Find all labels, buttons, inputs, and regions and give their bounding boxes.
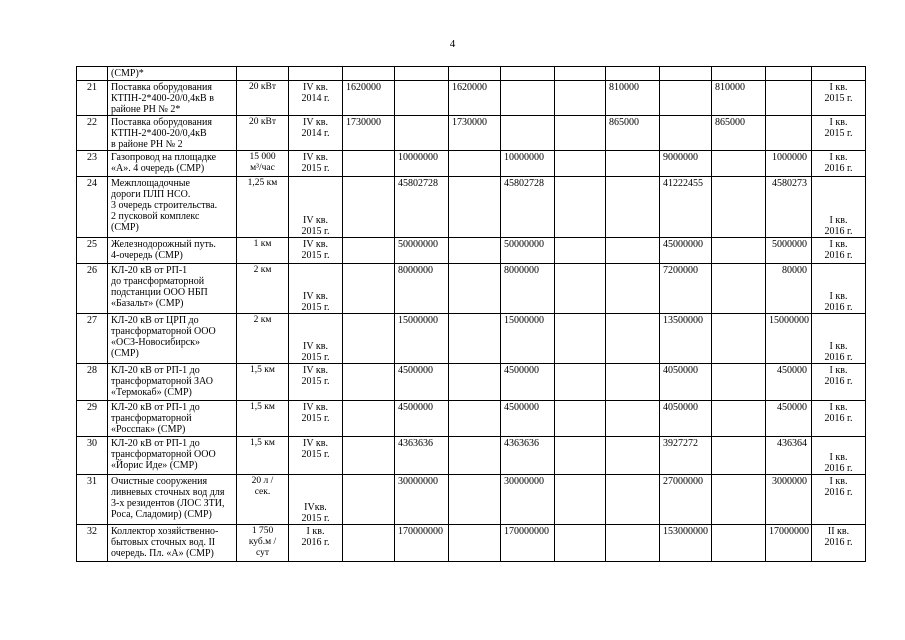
capacity-line: куб.м / bbox=[248, 537, 277, 547]
cell-object-name bbox=[108, 81, 237, 116]
end-period-line: 2015 г. bbox=[824, 128, 853, 139]
table-row-continuation bbox=[77, 67, 866, 81]
table-row bbox=[77, 81, 866, 116]
cell-amount-3 bbox=[449, 151, 501, 177]
cell-amount-6: 865000 bbox=[606, 116, 660, 151]
cell-start-period bbox=[289, 364, 343, 401]
cell-amount-5 bbox=[555, 81, 606, 116]
cell-end-period bbox=[812, 151, 866, 177]
end-period-line: I кв. bbox=[829, 452, 848, 463]
cell-amount-7: 7200000 bbox=[660, 264, 712, 314]
cell-capacity bbox=[237, 314, 289, 364]
capacity-line: 1 км bbox=[253, 239, 272, 249]
investment-table bbox=[76, 66, 866, 562]
cell-amount-5 bbox=[555, 364, 606, 401]
cell-amount-9: 4580273 bbox=[766, 177, 812, 238]
cell-object-name bbox=[108, 525, 237, 562]
cell-amount-4: 10000000 bbox=[501, 151, 555, 177]
table-row bbox=[77, 401, 866, 437]
cell-amount-1: 1730000 bbox=[343, 116, 395, 151]
capacity-line: 20 л / bbox=[251, 476, 274, 486]
cell-object-name bbox=[108, 177, 237, 238]
cell-amount-9: 80000 bbox=[766, 264, 812, 314]
start-period-line: IV кв. bbox=[303, 438, 328, 449]
cell-row-number: 21 bbox=[77, 81, 108, 116]
cell-amount-3 bbox=[449, 364, 501, 401]
cell-amount-7 bbox=[660, 116, 712, 151]
cell-capacity bbox=[237, 151, 289, 177]
object-name-line: районе РН № 2* bbox=[111, 104, 181, 115]
cell-amount-8 bbox=[712, 475, 766, 525]
cell-object-name bbox=[108, 151, 237, 177]
cell-amount-7: 9000000 bbox=[660, 151, 712, 177]
cell-amount-1: 1620000 bbox=[343, 81, 395, 116]
cell-name: (СМР)* bbox=[108, 67, 237, 81]
cell-capacity bbox=[237, 264, 289, 314]
start-period-line: IV кв. bbox=[303, 402, 328, 413]
cell-capacity bbox=[237, 177, 289, 238]
object-name-line: «ОСЗ-Новосибирск» bbox=[111, 337, 201, 348]
table-row bbox=[77, 525, 866, 562]
cell-amount-6 bbox=[606, 364, 660, 401]
cell-amount-9: 436364 bbox=[766, 437, 812, 475]
table-row bbox=[77, 238, 866, 264]
object-name-line: Очистные сооружения bbox=[111, 476, 208, 487]
cell-amount-9: 450000 bbox=[766, 364, 812, 401]
cell-object-name bbox=[108, 364, 237, 401]
cell-object-name bbox=[108, 401, 237, 437]
cell-amount-7: 45000000 bbox=[660, 238, 712, 264]
cell-row-number: 31 bbox=[77, 475, 108, 525]
cell-capacity bbox=[237, 437, 289, 475]
cell-amount-7: 4050000 bbox=[660, 401, 712, 437]
cell-row-number: 27 bbox=[77, 314, 108, 364]
cell-end-period bbox=[812, 525, 866, 562]
cell-start-period bbox=[289, 116, 343, 151]
end-period-line: I кв. bbox=[829, 82, 848, 93]
capacity-line: м³/час bbox=[250, 163, 275, 173]
object-name-line: (СМР) bbox=[111, 222, 139, 233]
cell-amount-7: 4050000 bbox=[660, 364, 712, 401]
end-period-line: 2016 г. bbox=[824, 352, 853, 363]
cell-amount-6: 810000 bbox=[606, 81, 660, 116]
cell-amount-1 bbox=[343, 525, 395, 562]
cell-end-period bbox=[812, 116, 866, 151]
cell-amount-9: 17000000 bbox=[766, 525, 812, 562]
end-period-line: 2015 г. bbox=[824, 93, 853, 104]
cell-amount-1 bbox=[343, 177, 395, 238]
end-period-line: I кв. bbox=[829, 476, 848, 487]
object-name-line: ливневых сточных вод для bbox=[111, 487, 225, 498]
cell-amount-3 bbox=[449, 177, 501, 238]
capacity-line: 1,5 км bbox=[250, 438, 275, 448]
cell-amount-8: 865000 bbox=[712, 116, 766, 151]
cell-row-number: 24 bbox=[77, 177, 108, 238]
capacity-line: 20 кВт bbox=[249, 117, 276, 127]
cell-amount-8 bbox=[712, 264, 766, 314]
end-period-line: II кв. bbox=[827, 526, 850, 537]
cell-end-period bbox=[812, 177, 866, 238]
cell-start-period bbox=[289, 177, 343, 238]
cell-amount-8: 810000 bbox=[712, 81, 766, 116]
start-period-line: 2016 г. bbox=[301, 537, 330, 548]
end-period-line: 2016 г. bbox=[824, 163, 853, 174]
cell-amount-4: 8000000 bbox=[501, 264, 555, 314]
end-period-line: 2016 г. bbox=[824, 376, 853, 387]
cell-end-period bbox=[812, 238, 866, 264]
cell-row-number: 32 bbox=[77, 525, 108, 562]
start-period-line: 2015 г. bbox=[301, 163, 330, 174]
capacity-line: 2 км bbox=[253, 265, 272, 275]
cell-amount-7: 13500000 bbox=[660, 314, 712, 364]
capacity-line: 1,5 км bbox=[250, 365, 275, 375]
start-period-line: 2014 г. bbox=[301, 93, 330, 104]
cell-amount-4: 50000000 bbox=[501, 238, 555, 264]
cell-amount-4: 4500000 bbox=[501, 364, 555, 401]
cell-capacity bbox=[237, 116, 289, 151]
end-period-line: 2016 г. bbox=[824, 250, 853, 261]
end-period-line: 2016 г. bbox=[824, 413, 853, 424]
object-name-line: Роса, Сладомир) (СМР) bbox=[111, 509, 212, 520]
cell-amount-4 bbox=[501, 81, 555, 116]
object-name-line: (СМР) bbox=[111, 348, 139, 359]
cell-end-period bbox=[812, 475, 866, 525]
object-name-line: 4-очередь (СМР) bbox=[111, 250, 183, 261]
object-name-line: КТПН-2*400-20/0,4кВ bbox=[111, 128, 207, 139]
object-name-line: Межплощадочные bbox=[111, 178, 190, 189]
cell-object-name bbox=[108, 437, 237, 475]
object-name-line: Коллектор хозяйственно- bbox=[111, 526, 219, 537]
cell-amount-3 bbox=[449, 437, 501, 475]
cell-amount-5 bbox=[555, 475, 606, 525]
cell-amount-4: 4363636 bbox=[501, 437, 555, 475]
cell-start-period bbox=[289, 151, 343, 177]
table-row bbox=[77, 177, 866, 238]
object-name-line: КТПН-2*400-20/0,4кВ в bbox=[111, 93, 214, 104]
object-name-line: трансформаторной ООО bbox=[111, 326, 216, 337]
cell-amount-1 bbox=[343, 437, 395, 475]
object-name-line: Железнодорожный путь. bbox=[111, 239, 216, 250]
capacity-line: 1,5 км bbox=[250, 402, 275, 412]
end-period-line: 2016 г. bbox=[824, 537, 853, 548]
cell-row-number: 23 bbox=[77, 151, 108, 177]
object-name-line: КЛ-20 кВ от РП-1 до bbox=[111, 365, 200, 376]
start-period-line: IV кв. bbox=[303, 117, 328, 128]
start-period-line: IVкв. bbox=[304, 502, 327, 513]
cell-amount-8 bbox=[712, 364, 766, 401]
end-period-line: I кв. bbox=[829, 152, 848, 163]
cell-amount-5 bbox=[555, 264, 606, 314]
object-name-line: «Росспак» (СМР) bbox=[111, 424, 186, 435]
object-name-line: подстанции ООО НБП bbox=[111, 287, 208, 298]
cell-amount-8 bbox=[712, 151, 766, 177]
cell-amount-6 bbox=[606, 238, 660, 264]
cell-amount-6 bbox=[606, 525, 660, 562]
cell-amount-8 bbox=[712, 177, 766, 238]
capacity-line: сек. bbox=[254, 487, 271, 497]
cell-amount-7: 27000000 bbox=[660, 475, 712, 525]
start-period-line: 2015 г. bbox=[301, 413, 330, 424]
cell-start-period bbox=[289, 238, 343, 264]
end-period-line: I кв. bbox=[829, 402, 848, 413]
start-period-line: I кв. bbox=[306, 526, 325, 537]
table-row bbox=[77, 264, 866, 314]
cell-amount-6 bbox=[606, 437, 660, 475]
cell-row-number: 29 bbox=[77, 401, 108, 437]
cell-amount-1 bbox=[343, 364, 395, 401]
cell-amount-7: 3927272 bbox=[660, 437, 712, 475]
cell-object-name bbox=[108, 116, 237, 151]
start-period-line: 2015 г. bbox=[301, 513, 330, 524]
cell-amount-9: 15000000 bbox=[766, 314, 812, 364]
cell-amount-4: 170000000 bbox=[501, 525, 555, 562]
object-name-line: КЛ-20 кВ от РП-1 bbox=[111, 265, 188, 276]
end-period-line: I кв. bbox=[829, 291, 848, 302]
cell-amount-1 bbox=[343, 151, 395, 177]
cell-amount-2 bbox=[395, 81, 449, 116]
cell-capacity bbox=[237, 401, 289, 437]
start-period-line: IV кв. bbox=[303, 365, 328, 376]
start-period-line: 2015 г. bbox=[301, 376, 330, 387]
object-name-line: трансформаторной bbox=[111, 413, 192, 424]
start-period-line: IV кв. bbox=[303, 215, 328, 226]
cell-row-number: 26 bbox=[77, 264, 108, 314]
cell-start-period bbox=[289, 437, 343, 475]
object-name-line: дороги ПЛП НСО. bbox=[111, 189, 191, 200]
table-row bbox=[77, 314, 866, 364]
cell-amount-9 bbox=[766, 116, 812, 151]
object-name-line: Поставка оборудования bbox=[111, 82, 212, 93]
cell-amount-3 bbox=[449, 525, 501, 562]
object-name-line: Поставка оборудования bbox=[111, 117, 212, 128]
capacity-line: 20 кВт bbox=[249, 82, 276, 92]
end-period-line: I кв. bbox=[829, 341, 848, 352]
end-period-line: I кв. bbox=[829, 215, 848, 226]
object-name-line: «Йорис Иде» (СМР) bbox=[111, 460, 198, 471]
object-name-line: КЛ-20 кВ от РП-1 до bbox=[111, 402, 200, 413]
object-name-line: в районе РН № 2 bbox=[111, 139, 183, 150]
table-row bbox=[77, 364, 866, 401]
cell-amount-3 bbox=[449, 264, 501, 314]
cell-end-period bbox=[812, 264, 866, 314]
cell-amount-1 bbox=[343, 314, 395, 364]
cell-amount-2 bbox=[395, 116, 449, 151]
start-period-line: IV кв. bbox=[303, 239, 328, 250]
end-period-line: 2016 г. bbox=[824, 226, 853, 237]
cell-amount-7: 41222455 bbox=[660, 177, 712, 238]
object-name-line: трансформаторной ЗАО bbox=[111, 376, 214, 387]
start-period-line: 2015 г. bbox=[301, 449, 330, 460]
cell-amount-6 bbox=[606, 314, 660, 364]
cell-amount-7: 153000000 bbox=[660, 525, 712, 562]
cell-start-period bbox=[289, 475, 343, 525]
table-row bbox=[77, 151, 866, 177]
cell-amount-5 bbox=[555, 525, 606, 562]
cell-amount-6 bbox=[606, 264, 660, 314]
cell-amount-3 bbox=[449, 314, 501, 364]
cell-amount-8 bbox=[712, 437, 766, 475]
cell-amount-5 bbox=[555, 401, 606, 437]
cell-start-period bbox=[289, 401, 343, 437]
cell-row-number: 28 bbox=[77, 364, 108, 401]
cell-amount-2: 50000000 bbox=[395, 238, 449, 264]
cell-capacity bbox=[237, 475, 289, 525]
cell-amount-4: 4500000 bbox=[501, 401, 555, 437]
object-name-line: «Базальт» (СМР) bbox=[111, 298, 184, 309]
cell-amount-4 bbox=[501, 116, 555, 151]
cell-end-period bbox=[812, 364, 866, 401]
table-row bbox=[77, 475, 866, 525]
cell-amount-6 bbox=[606, 475, 660, 525]
end-period-line: 2016 г. bbox=[824, 487, 853, 498]
cell-amount-6 bbox=[606, 401, 660, 437]
cell-amount-7 bbox=[660, 81, 712, 116]
cell-start-period bbox=[289, 314, 343, 364]
object-name-line: до трансформаторной bbox=[111, 276, 205, 287]
cell-amount-9: 3000000 bbox=[766, 475, 812, 525]
cell-amount-9: 1000000 bbox=[766, 151, 812, 177]
table-row bbox=[77, 437, 866, 475]
object-name-line: очередь. Пл. «А» (СМР) bbox=[111, 548, 214, 559]
cell-start-period bbox=[289, 264, 343, 314]
start-period-line: IV кв. bbox=[303, 341, 328, 352]
cell-amount-2: 45802728 bbox=[395, 177, 449, 238]
object-name-line: 3-х резидентов (ЛОС ЗТИ, bbox=[111, 498, 225, 509]
cell-amount-3: 1620000 bbox=[449, 81, 501, 116]
cell-object-name bbox=[108, 314, 237, 364]
cell-amount-2: 4500000 bbox=[395, 364, 449, 401]
cell-amount-1 bbox=[343, 238, 395, 264]
cell-amount-2: 4500000 bbox=[395, 401, 449, 437]
cell-amount-5 bbox=[555, 151, 606, 177]
cell-amount-2: 30000000 bbox=[395, 475, 449, 525]
cell-amount-4: 30000000 bbox=[501, 475, 555, 525]
start-period-line: 2014 г. bbox=[301, 128, 330, 139]
cell-capacity bbox=[237, 525, 289, 562]
cell-amount-3 bbox=[449, 238, 501, 264]
cell-amount-4: 45802728 bbox=[501, 177, 555, 238]
object-name-line: трансформаторной ООО bbox=[111, 449, 216, 460]
capacity-line: 1 750 bbox=[251, 526, 274, 536]
capacity-line: 1,25 км bbox=[247, 178, 278, 188]
start-period-line: 2015 г. bbox=[301, 250, 330, 261]
end-period-line: 2016 г. bbox=[824, 463, 853, 474]
cell-amount-8 bbox=[712, 525, 766, 562]
cell-capacity bbox=[237, 81, 289, 116]
start-period-line: 2015 г. bbox=[301, 302, 330, 313]
cell-object-name bbox=[108, 264, 237, 314]
cell-amount-5 bbox=[555, 437, 606, 475]
cell-amount-2: 170000000 bbox=[395, 525, 449, 562]
cell-capacity bbox=[237, 238, 289, 264]
cell-amount-4: 15000000 bbox=[501, 314, 555, 364]
capacity-line: 2 км bbox=[253, 315, 272, 325]
cell-amount-9 bbox=[766, 81, 812, 116]
cell-start-period bbox=[289, 525, 343, 562]
cell-object-name bbox=[108, 475, 237, 525]
cell-amount-8 bbox=[712, 401, 766, 437]
cell-amount-2: 15000000 bbox=[395, 314, 449, 364]
cell-amount-5 bbox=[555, 314, 606, 364]
end-period-line: 2016 г. bbox=[824, 302, 853, 313]
cell-num bbox=[77, 67, 108, 81]
end-period-line: I кв. bbox=[829, 117, 848, 128]
cell-amount-3 bbox=[449, 401, 501, 437]
start-period-line: 2015 г. bbox=[301, 226, 330, 237]
cell-row-number: 30 bbox=[77, 437, 108, 475]
cell-end-period bbox=[812, 81, 866, 116]
cell-amount-5 bbox=[555, 238, 606, 264]
end-period-line: I кв. bbox=[829, 365, 848, 376]
cell-amount-9: 5000000 bbox=[766, 238, 812, 264]
cell-amount-8 bbox=[712, 238, 766, 264]
cell-amount-1 bbox=[343, 401, 395, 437]
cell-capacity bbox=[237, 364, 289, 401]
start-period-line: IV кв. bbox=[303, 152, 328, 163]
cell-object-name bbox=[108, 238, 237, 264]
cell-amount-5 bbox=[555, 177, 606, 238]
object-name-line: «Термокаб» (СМР) bbox=[111, 387, 192, 398]
cell-end-period bbox=[812, 437, 866, 475]
object-name-line: КЛ-20 кВ от ЦРП до bbox=[111, 315, 199, 326]
start-period-line: 2015 г. bbox=[301, 352, 330, 363]
cell-row-number: 22 bbox=[77, 116, 108, 151]
cell-amount-2: 10000000 bbox=[395, 151, 449, 177]
cell-amount-2: 4363636 bbox=[395, 437, 449, 475]
cell-amount-6 bbox=[606, 177, 660, 238]
object-name-line: бытовых сточных вод. II bbox=[111, 537, 216, 548]
cell-start-period bbox=[289, 81, 343, 116]
table-row bbox=[77, 116, 866, 151]
object-name-line: «А». 4 очередь (СМР) bbox=[111, 163, 205, 174]
cell-amount-3 bbox=[449, 475, 501, 525]
start-period-line: IV кв. bbox=[303, 291, 328, 302]
start-period-line: IV кв. bbox=[303, 82, 328, 93]
cell-amount-9: 450000 bbox=[766, 401, 812, 437]
cell-amount-2: 8000000 bbox=[395, 264, 449, 314]
cell-amount-1 bbox=[343, 475, 395, 525]
capacity-line: сут bbox=[256, 548, 269, 558]
capacity-line: 15 000 bbox=[249, 152, 276, 162]
cell-amount-3: 1730000 bbox=[449, 116, 501, 151]
object-name-line: 2 пусковой комплекс bbox=[111, 211, 200, 222]
cell-amount-8 bbox=[712, 314, 766, 364]
cell-amount-6 bbox=[606, 151, 660, 177]
cell-row-number: 25 bbox=[77, 238, 108, 264]
page-number: 4 bbox=[449, 38, 456, 50]
cell-amount-5 bbox=[555, 116, 606, 151]
object-name-line: 3 очередь строительства. bbox=[111, 200, 218, 211]
object-name-line: КЛ-20 кВ от РП-1 до bbox=[111, 438, 200, 449]
object-name-line: Газопровод на площадке bbox=[111, 152, 217, 163]
cell-end-period bbox=[812, 314, 866, 364]
cell-amount-1 bbox=[343, 264, 395, 314]
cell-end-period bbox=[812, 401, 866, 437]
end-period-line: I кв. bbox=[829, 239, 848, 250]
